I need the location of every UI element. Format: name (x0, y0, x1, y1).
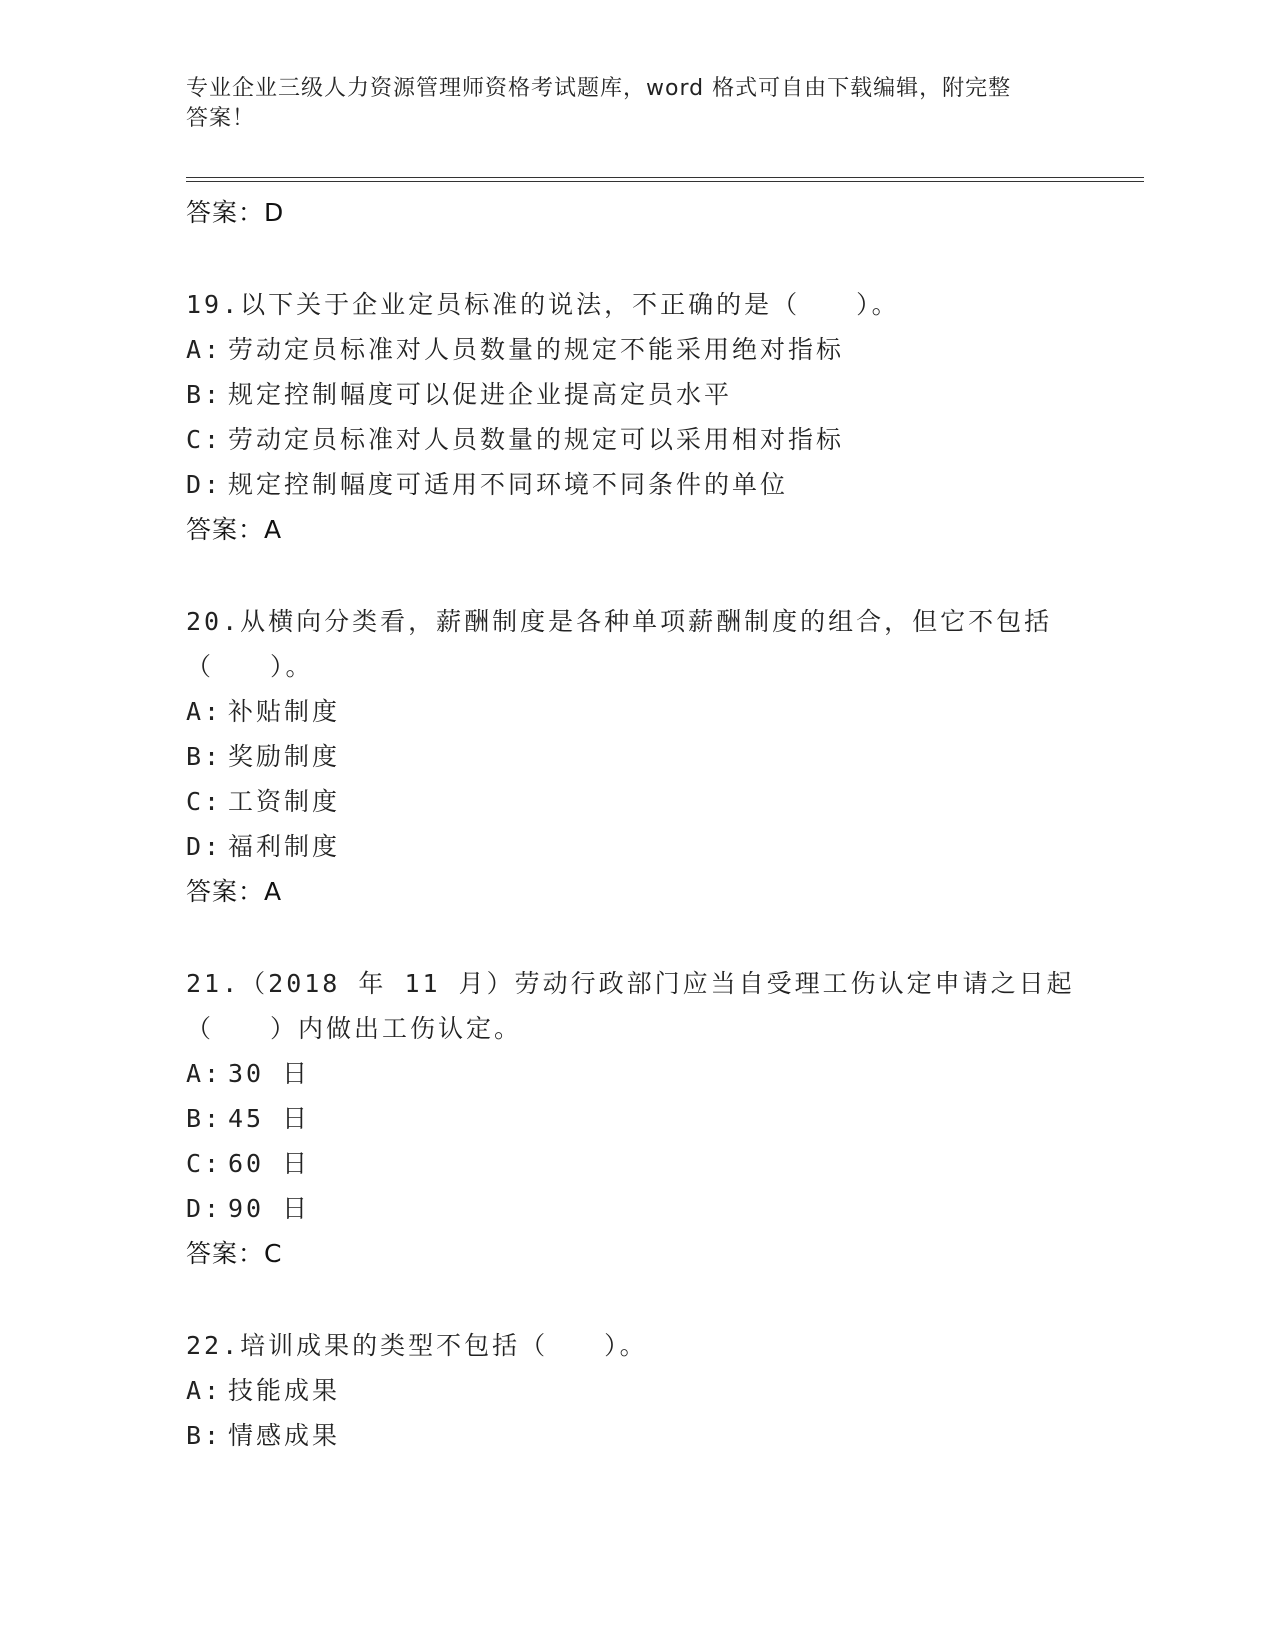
option-text: 规定控制幅度可以促进企业提高定员水平 (228, 380, 733, 409)
option-text: 45 日 (228, 1104, 311, 1133)
option-letter: B: (186, 1104, 223, 1133)
option-text: 工资制度 (228, 787, 341, 816)
option-text: 奖励制度 (228, 742, 341, 771)
option-a (186, 689, 1106, 734)
option-letter: B: (186, 1421, 223, 1450)
option-a (186, 327, 1106, 372)
option-letter: D: (186, 832, 223, 861)
question-block (186, 961, 1106, 1276)
question-text: 21.（2018 年 11 月）劳动行政部门应当自受理工伤认定申请之日起（ ）内做出工伤认定。 (186, 969, 1075, 1043)
page-header (186, 74, 1066, 134)
option-letter: A: (186, 1059, 223, 1088)
option-text: 情感成果 (228, 1421, 341, 1450)
header-rule-top (186, 177, 1144, 178)
option-b (186, 734, 1106, 779)
option-c (186, 1141, 1106, 1186)
option-text: 劳动定员标准对人员数量的规定不能采用绝对指标 (228, 335, 845, 364)
question-text: 19.以下关于企业定员标准的说法，不正确的是（ ）。 (186, 290, 900, 319)
option-text: 30 日 (228, 1059, 311, 1088)
option-b (186, 1096, 1106, 1141)
option-d (186, 462, 1106, 507)
option-letter: A: (186, 335, 223, 364)
question-text: 20.从横向分类看，薪酬制度是各种单项薪酬制度的组合，但它不包括（ ）。 (186, 607, 1053, 681)
option-a (186, 1368, 1106, 1413)
option-b (186, 1413, 1106, 1458)
option-letter: B: (186, 742, 223, 771)
option-text: 劳动定员标准对人员数量的规定可以采用相对指标 (228, 425, 845, 454)
option-b (186, 372, 1106, 417)
option-c (186, 779, 1106, 824)
option-text: 福利制度 (228, 832, 341, 861)
option-d (186, 1186, 1106, 1231)
answer-line: 答案：A (186, 515, 283, 544)
option-letter: C: (186, 425, 223, 454)
option-text: 规定控制幅度可适用不同环境不同条件的单位 (228, 470, 789, 499)
option-letter: A: (186, 697, 223, 726)
question-text: 22.培训成果的类型不包括（ ）。 (186, 1331, 648, 1360)
answer-line: 答案：C (186, 1239, 283, 1268)
option-text: 90 日 (228, 1194, 311, 1223)
option-letter: C: (186, 1149, 223, 1178)
option-c (186, 417, 1106, 462)
option-letter: D: (186, 1194, 223, 1223)
option-a (186, 1051, 1106, 1096)
question-block (186, 599, 1106, 914)
option-letter: A: (186, 1376, 223, 1405)
header-line-2: 答案！ (186, 106, 256, 131)
option-letter: B: (186, 380, 223, 409)
option-d (186, 824, 1106, 869)
answer-line: 答案：D (186, 198, 285, 227)
question-list (186, 190, 1106, 1458)
question-block (186, 282, 1106, 552)
option-letter: D: (186, 470, 223, 499)
option-text: 60 日 (228, 1149, 311, 1178)
option-letter: C: (186, 787, 223, 816)
option-text: 技能成果 (228, 1376, 341, 1405)
answer-line: 答案：A (186, 877, 283, 906)
header-rule-bottom (186, 181, 1144, 182)
question-block (186, 1323, 1106, 1458)
header-line-1: 专业企业三级人力资源管理师资格考试题库，word 格式可自由下载编辑，附完整 (186, 76, 1012, 101)
option-text: 补贴制度 (228, 697, 341, 726)
